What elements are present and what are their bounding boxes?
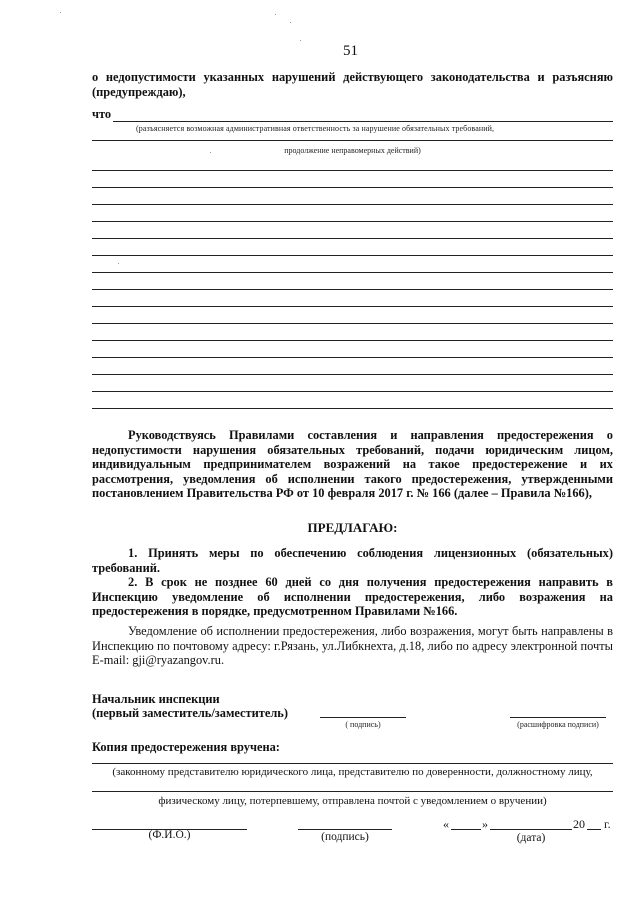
day-line bbox=[451, 829, 481, 830]
recipient-hint-2: физическому лицу, потерпевшему, отправлена почтой с уведомлением о вручении) bbox=[158, 795, 547, 807]
blank-line bbox=[92, 221, 613, 222]
blank-line bbox=[92, 408, 613, 409]
fill-line bbox=[113, 121, 613, 122]
date-label: (дата) bbox=[516, 832, 546, 844]
recipient-line bbox=[92, 791, 613, 792]
copy-delivered: Копия предостережения вручена: bbox=[92, 740, 280, 754]
year-suffix: г. bbox=[604, 817, 611, 831]
recipient-line bbox=[92, 763, 613, 764]
hint-violation: (разъясняется возможная административная ответственность за нарушение обязательных требований, bbox=[136, 124, 495, 133]
blank-line bbox=[92, 255, 613, 256]
recipient-hint-1: (законному представителю юридического лица, представителю по доверенности, должностному лицу, bbox=[112, 766, 593, 778]
intro-text: о недопустимости указанных нарушений действующего законодательства и разъясняю (предупреждаю), bbox=[92, 70, 613, 99]
blank-line bbox=[92, 340, 613, 341]
decoding-line bbox=[510, 717, 606, 718]
date-close-quote: » bbox=[482, 817, 488, 831]
signature-hint: ( подпись) bbox=[345, 720, 381, 729]
signature-field-line bbox=[298, 829, 392, 830]
page-number: 51 bbox=[343, 43, 358, 59]
item-1: 1. Принять меры по обеспечению соблюдения лицензионных (обязательных) требований. bbox=[92, 546, 613, 575]
legal-basis: Руководствуясь Правилами составления и направления предостережения о недопустимости нарушения обязательных требований, подачи юридическим лицом, индивидуальным предпринимателем возражений на такое предостережение и их рассмотрения, уведомления об исполнении такого предостережения, утвержденными постановлением Правительства РФ от 10 февраля 2017 г. № 166 (далее – Правила №166), bbox=[92, 428, 613, 500]
blank-line bbox=[92, 357, 613, 358]
propose-heading: ПРЕДЛАГАЮ: bbox=[307, 520, 398, 535]
what-label: что bbox=[92, 107, 112, 121]
blank-line bbox=[92, 272, 613, 273]
blank-line bbox=[92, 170, 613, 171]
fill-line bbox=[92, 140, 613, 141]
signatory-subtitle: (первый заместитель/заместитель) bbox=[92, 706, 288, 720]
month-line bbox=[490, 829, 572, 830]
blank-line bbox=[92, 204, 613, 205]
signature-label: (подпись) bbox=[321, 831, 369, 843]
blank-line bbox=[92, 306, 613, 307]
blank-line bbox=[92, 391, 613, 392]
year-line bbox=[587, 829, 601, 830]
blank-line bbox=[92, 238, 613, 239]
date-open-quote: « bbox=[443, 817, 449, 831]
blank-line bbox=[92, 289, 613, 290]
decoding-hint: (расшифровка подписи) bbox=[517, 720, 599, 729]
fio-label: (Ф.И.О.) bbox=[148, 829, 191, 841]
blank-line bbox=[92, 323, 613, 324]
hint-continuation: продолжение неправомерных действий) bbox=[284, 146, 421, 155]
blank-line bbox=[92, 374, 613, 375]
notice-text: Уведомление об исполнении предостережения, либо возражения, могут быть направлены в Инспекцию по почтовому адресу: г.Рязань, ул.Либкнехта, д.18, либо по адресу электронной почты E-mail: gji@ryazangov.ru. bbox=[92, 624, 613, 667]
signatory-title: Начальник инспекции bbox=[92, 692, 220, 706]
year-prefix: 20 bbox=[573, 817, 585, 831]
blank-line bbox=[92, 187, 613, 188]
item-2: 2. В срок не позднее 60 дней со дня получения предостережения направить в Инспекцию уведомление об исполнении предостережения, либо возражения на предостережения в порядке, предусмотренном Правилами №166. bbox=[92, 575, 613, 618]
signature-line bbox=[320, 717, 406, 718]
